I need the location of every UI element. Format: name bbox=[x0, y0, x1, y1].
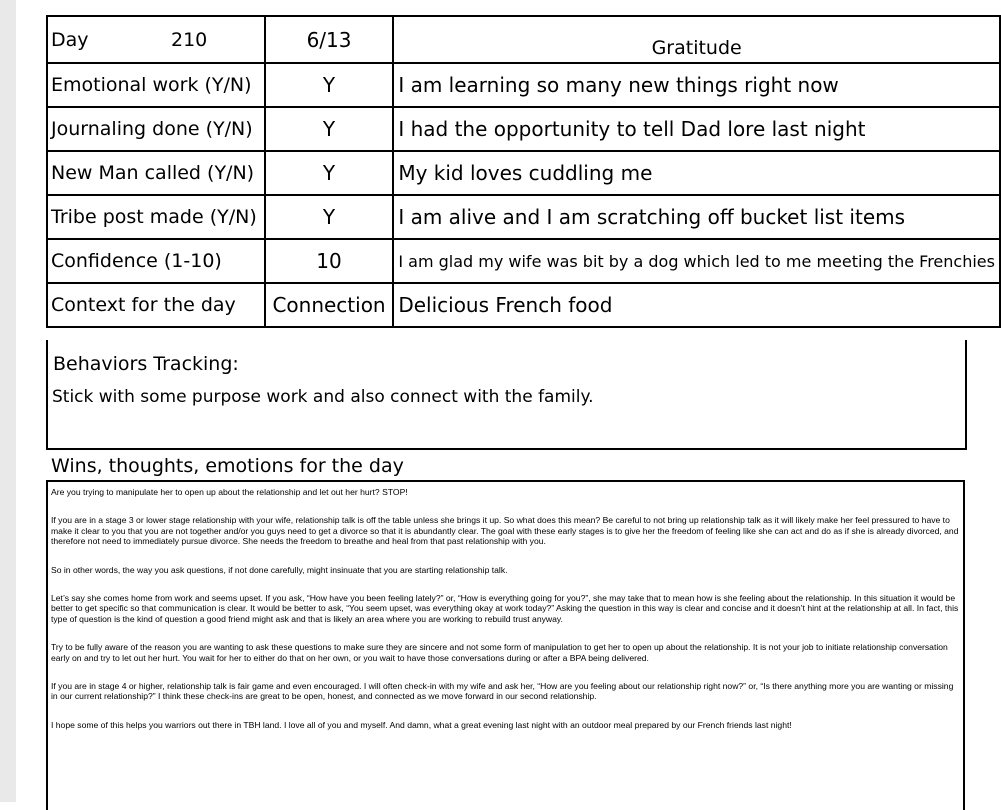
row-value: Y bbox=[265, 63, 394, 107]
day-row bbox=[47, 16, 1000, 63]
row-label: Context for the day bbox=[47, 283, 265, 327]
wins-paragraph: So in other words, the way you ask questions, if not done carefully, might insinuate that you are starting relationship talk. bbox=[51, 564, 508, 575]
wins-paragraph: If you are in stage 4 or higher, relationship talk is fair game and even encouraged. I will often check-in with my wife and ask her, “How are you feeling about our relationship right now?” or, “Is there anything more you are wanting or missing in our current relationship?” I think these check-ins are great to be open, honest, and connected as we move forward in our second relationship. bbox=[51, 681, 954, 702]
table-row bbox=[47, 151, 1000, 195]
table-row bbox=[47, 283, 1000, 327]
row-value: 10 bbox=[265, 239, 394, 283]
table-row bbox=[47, 63, 1000, 107]
gratitude-item: I had the opportunity to tell Dad lore last night bbox=[393, 107, 1000, 151]
gratitude-header: Gratitude bbox=[393, 16, 1000, 63]
row-value: Y bbox=[265, 151, 394, 195]
date-cell: 6/13 bbox=[265, 16, 394, 63]
left-margin-bar bbox=[0, 0, 16, 802]
gratitude-item: I am glad my wife was bit by a dog which led to me meeting the Frenchies bbox=[393, 239, 1000, 283]
daily-tracker-table bbox=[46, 15, 1001, 328]
gratitude-item: I am alive and I am scratching off bucket list items bbox=[393, 195, 1000, 239]
wins-paragraph: If you are in a stage 3 or lower stage relationship with your wife, relationship talk is off the table unless she brings it up. So what does this mean? Be careful to not bring up relationship talk as it will likely make her feel pressured to have to make it clear to you that you are not together and/or you guys need to get a divorce so that it is abundantly clear. The goal with these early stages is to give her the freedom of feeling like she can act and do as if she is already divorced, and therefore not need to immediately pursue divorce. She needs the freedom to breathe and heal from that past relationship with you. bbox=[51, 515, 959, 547]
behaviors-text: Stick with some purpose work and also connect with the family. bbox=[52, 387, 594, 407]
table-row bbox=[47, 107, 1000, 151]
day-number: 210 bbox=[171, 28, 208, 51]
row-value: Y bbox=[265, 107, 394, 151]
behaviors-tracking-box bbox=[46, 340, 967, 450]
wins-text-box bbox=[46, 480, 965, 810]
gratitude-item: Delicious French food bbox=[393, 283, 1000, 327]
table-row bbox=[47, 195, 1000, 239]
row-label: Tribe post made (Y/N) bbox=[47, 195, 265, 239]
row-value: Connection bbox=[265, 283, 394, 327]
day-cell bbox=[47, 16, 265, 63]
day-label: Day bbox=[51, 28, 89, 51]
row-label: Journaling done (Y/N) bbox=[47, 107, 265, 151]
wins-paragraph: Let’s say she comes home from work and seems upset. If you ask, “How have you been feeling lately?” or, “How is everything going for you?”, she may take that to mean how is she feeling about the relationship. In this situation it would be better to get specific so that communication is clear. It would be better to ask, “You seem upset, was everything okay at work today?” Asking the question in this way is clear and concise and it doesn’t hint at the relationship at all. In fact, this type of question is the kind of question a good friend might ask and that is likely an area where you are working to rebuild trust anyway. bbox=[51, 593, 959, 624]
row-label: New Man called (Y/N) bbox=[47, 151, 265, 195]
wins-paragraph: Try to be fully aware of the reason you are wanting to ask these questions to make sure they are sincere and not some form of manipulation to get her to open up about the relationship. It is not your job to initiate relationship conversation early on and try to let out her hurt. You wait for her to either do that on her own, or you wait to have those conversations during or after a BPA being delivered. bbox=[51, 642, 948, 663]
row-value: Y bbox=[265, 195, 394, 239]
gratitude-item: My kid loves cuddling me bbox=[393, 151, 1000, 195]
wins-paragraph: I hope some of this helps you warriors out there in TBH land. I love all of you and myself. And damn, what a great evening last night with an outdoor meal prepared by our French friends last night! bbox=[51, 719, 792, 730]
wins-title: Wins, thoughts, emotions for the day bbox=[51, 455, 404, 477]
row-label: Confidence (1-10) bbox=[47, 239, 265, 283]
table-row bbox=[47, 239, 1000, 283]
wins-paragraph: Are you trying to manipulate her to open up about the relationship and let out her hurt? STOP! bbox=[51, 487, 408, 497]
gratitude-item: I am learning so many new things right now bbox=[393, 63, 1000, 107]
behaviors-title: Behaviors Tracking: bbox=[53, 353, 239, 375]
row-label: Emotional work (Y/N) bbox=[47, 63, 265, 107]
